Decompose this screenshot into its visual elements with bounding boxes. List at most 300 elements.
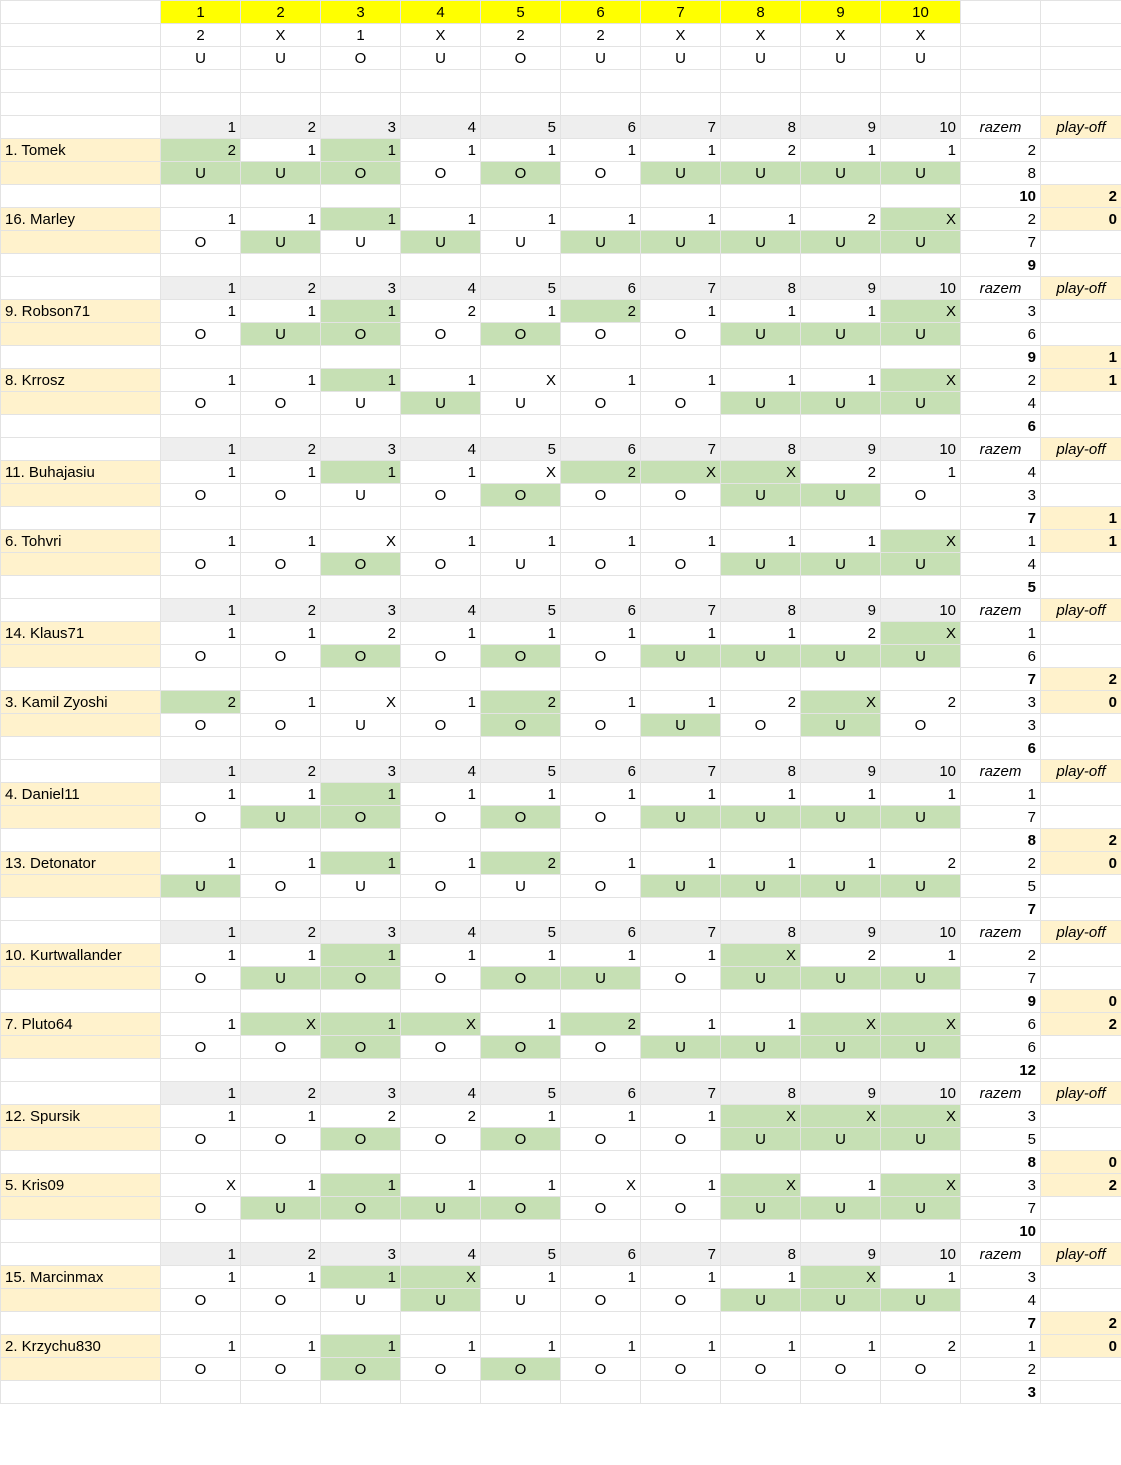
ou-pick-cell[interactable]: O xyxy=(561,484,641,507)
ou-pick-cell[interactable]: O xyxy=(561,1289,641,1312)
pick-cell[interactable]: 2 xyxy=(321,622,401,645)
ou-pick-cell[interactable]: O xyxy=(881,484,961,507)
pick-cell[interactable]: X xyxy=(721,944,801,967)
round-number-cell[interactable]: 10 xyxy=(881,1,961,24)
pick-cell[interactable]: 1 xyxy=(561,208,641,231)
pick-cell[interactable]: X xyxy=(801,691,881,714)
ou-pick-cell[interactable]: U xyxy=(721,553,801,576)
ou-pick-cell[interactable]: O xyxy=(321,806,401,829)
ou-pick-cell[interactable]: U xyxy=(721,1289,801,1312)
pick-cell[interactable]: X xyxy=(321,530,401,553)
ou-pick-cell[interactable]: O xyxy=(481,1197,561,1220)
ou-pick-cell[interactable]: U xyxy=(401,392,481,415)
ou-pick-cell[interactable]: O xyxy=(561,553,641,576)
pick-cell[interactable]: 1 xyxy=(641,208,721,231)
pick-cell[interactable]: 1 xyxy=(561,1266,641,1289)
round-number-cell[interactable]: 2 xyxy=(241,1,321,24)
ou-pick-cell[interactable]: U xyxy=(481,875,561,898)
ou-pick-cell[interactable]: U xyxy=(321,484,401,507)
player-name[interactable]: 6. Tohvri xyxy=(1,530,161,553)
pick-cell[interactable]: 1 xyxy=(481,139,561,162)
pick-cell[interactable]: X xyxy=(721,1174,801,1197)
pick-cell[interactable]: 2 xyxy=(561,1013,641,1036)
player-name[interactable]: 15. Marcinmax xyxy=(1,1266,161,1289)
ou-pick-cell[interactable]: O xyxy=(561,645,641,668)
ou-pick-cell[interactable]: U xyxy=(641,162,721,185)
pick-cell[interactable]: 2 xyxy=(801,208,881,231)
pick-cell[interactable]: 1 xyxy=(561,139,641,162)
ou-pick-cell[interactable]: O xyxy=(161,1289,241,1312)
pick-cell[interactable]: X xyxy=(881,1174,961,1197)
pick-cell[interactable]: 1 xyxy=(561,530,641,553)
pick-cell[interactable]: 1 xyxy=(401,622,481,645)
ou-pick-cell[interactable]: U xyxy=(321,1289,401,1312)
ou-pick-cell[interactable]: O xyxy=(881,714,961,737)
ou-pick-cell[interactable]: O xyxy=(401,484,481,507)
pick-cell[interactable]: 1 xyxy=(641,1335,721,1358)
pick-cell[interactable]: 1 xyxy=(481,1335,561,1358)
pick-cell[interactable]: X xyxy=(481,461,561,484)
ou-pick-cell[interactable]: O xyxy=(721,1358,801,1381)
pick-cell[interactable]: X xyxy=(641,461,721,484)
pick-cell[interactable]: 1 xyxy=(241,300,321,323)
pick-cell[interactable]: 1 xyxy=(161,1335,241,1358)
ou-pick-cell[interactable]: U xyxy=(801,967,881,990)
pick-cell[interactable]: 1 xyxy=(561,783,641,806)
pick-cell[interactable]: X xyxy=(241,1013,321,1036)
pick-cell[interactable]: 1 xyxy=(161,783,241,806)
ou-pick-cell[interactable]: U xyxy=(801,714,881,737)
pick-cell[interactable]: 1 xyxy=(641,1013,721,1036)
ou-pick-cell[interactable]: U xyxy=(801,162,881,185)
actual-ou-cell[interactable]: U xyxy=(721,47,801,70)
ou-pick-cell[interactable]: U xyxy=(721,231,801,254)
ou-pick-cell[interactable]: U xyxy=(881,553,961,576)
ou-pick-cell[interactable]: O xyxy=(641,323,721,346)
ou-pick-cell[interactable]: U xyxy=(881,162,961,185)
pick-cell[interactable]: 2 xyxy=(721,691,801,714)
pick-cell[interactable]: 1 xyxy=(481,783,561,806)
pick-cell[interactable]: 2 xyxy=(481,691,561,714)
actual-result-cell[interactable]: X xyxy=(641,24,721,47)
ou-pick-cell[interactable]: O xyxy=(161,231,241,254)
round-number-cell[interactable]: 6 xyxy=(561,1,641,24)
ou-pick-cell[interactable]: O xyxy=(641,967,721,990)
pick-cell[interactable]: 1 xyxy=(721,369,801,392)
ou-pick-cell[interactable]: O xyxy=(321,1358,401,1381)
pick-cell[interactable]: 1 xyxy=(721,783,801,806)
actual-result-cell[interactable]: 2 xyxy=(561,24,641,47)
player-name[interactable]: 13. Detonator xyxy=(1,852,161,875)
pick-cell[interactable]: 1 xyxy=(561,691,641,714)
pick-cell[interactable]: 1 xyxy=(401,139,481,162)
player-name[interactable]: 12. Spursik xyxy=(1,1105,161,1128)
pick-cell[interactable]: 1 xyxy=(721,530,801,553)
actual-result-cell[interactable]: X xyxy=(241,24,321,47)
ou-pick-cell[interactable]: O xyxy=(401,875,481,898)
actual-ou-cell[interactable]: U xyxy=(881,47,961,70)
pick-cell[interactable]: X xyxy=(481,369,561,392)
pick-cell[interactable]: 1 xyxy=(481,1105,561,1128)
pick-cell[interactable]: 1 xyxy=(321,1174,401,1197)
pick-cell[interactable]: 2 xyxy=(401,300,481,323)
pick-cell[interactable]: 2 xyxy=(721,139,801,162)
pick-cell[interactable]: 1 xyxy=(321,1013,401,1036)
ou-pick-cell[interactable]: O xyxy=(481,714,561,737)
pick-cell[interactable]: X xyxy=(721,461,801,484)
ou-pick-cell[interactable]: O xyxy=(161,714,241,737)
pick-cell[interactable]: 1 xyxy=(641,1105,721,1128)
pick-cell[interactable]: 1 xyxy=(881,461,961,484)
ou-pick-cell[interactable]: O xyxy=(641,392,721,415)
pick-cell[interactable]: 1 xyxy=(641,369,721,392)
actual-result-cell[interactable]: X xyxy=(401,24,481,47)
pick-cell[interactable]: 1 xyxy=(241,783,321,806)
pick-cell[interactable]: 1 xyxy=(481,1174,561,1197)
ou-pick-cell[interactable]: O xyxy=(241,1289,321,1312)
ou-pick-cell[interactable]: U xyxy=(801,1197,881,1220)
ou-pick-cell[interactable]: O xyxy=(401,1358,481,1381)
pick-cell[interactable]: 1 xyxy=(161,1013,241,1036)
ou-pick-cell[interactable]: O xyxy=(161,484,241,507)
pick-cell[interactable]: X xyxy=(881,1105,961,1128)
pick-cell[interactable]: 2 xyxy=(801,622,881,645)
pick-cell[interactable]: 1 xyxy=(641,944,721,967)
ou-pick-cell[interactable]: U xyxy=(481,231,561,254)
player-name[interactable]: 1. Tomek xyxy=(1,139,161,162)
round-number-cell[interactable]: 9 xyxy=(801,1,881,24)
pick-cell[interactable]: 1 xyxy=(321,300,401,323)
pick-cell[interactable]: 1 xyxy=(481,944,561,967)
pick-cell[interactable]: 1 xyxy=(241,369,321,392)
ou-pick-cell[interactable]: O xyxy=(161,967,241,990)
pick-cell[interactable]: 1 xyxy=(241,944,321,967)
pick-cell[interactable]: 1 xyxy=(321,369,401,392)
ou-pick-cell[interactable]: U xyxy=(481,553,561,576)
pick-cell[interactable]: 1 xyxy=(401,852,481,875)
pick-cell[interactable]: 1 xyxy=(241,852,321,875)
pick-cell[interactable]: 1 xyxy=(321,1266,401,1289)
ou-pick-cell[interactable]: O xyxy=(481,1036,561,1059)
pick-cell[interactable]: 1 xyxy=(641,139,721,162)
round-number-cell[interactable]: 5 xyxy=(481,1,561,24)
player-name[interactable]: 3. Kamil Zyoshi xyxy=(1,691,161,714)
pick-cell[interactable]: 1 xyxy=(401,530,481,553)
pick-cell[interactable]: 1 xyxy=(321,783,401,806)
ou-pick-cell[interactable]: O xyxy=(241,1358,321,1381)
ou-pick-cell[interactable]: O xyxy=(401,323,481,346)
pick-cell[interactable]: 1 xyxy=(321,208,401,231)
ou-pick-cell[interactable]: O xyxy=(481,1128,561,1151)
ou-pick-cell[interactable]: U xyxy=(801,553,881,576)
ou-pick-cell[interactable]: O xyxy=(561,1358,641,1381)
ou-pick-cell[interactable]: O xyxy=(801,1358,881,1381)
pick-cell[interactable]: X xyxy=(321,691,401,714)
pick-cell[interactable]: 1 xyxy=(161,944,241,967)
pick-cell[interactable]: 1 xyxy=(241,622,321,645)
ou-pick-cell[interactable]: U xyxy=(641,875,721,898)
actual-ou-cell[interactable]: O xyxy=(481,47,561,70)
ou-pick-cell[interactable]: U xyxy=(801,1128,881,1151)
ou-pick-cell[interactable]: O xyxy=(481,323,561,346)
pick-cell[interactable]: 1 xyxy=(401,208,481,231)
pick-cell[interactable]: 1 xyxy=(241,208,321,231)
pick-cell[interactable]: 1 xyxy=(481,530,561,553)
ou-pick-cell[interactable]: O xyxy=(321,1128,401,1151)
actual-ou-cell[interactable]: O xyxy=(321,47,401,70)
ou-pick-cell[interactable]: O xyxy=(401,967,481,990)
pick-cell[interactable]: X xyxy=(881,369,961,392)
actual-result-cell[interactable]: X xyxy=(801,24,881,47)
ou-pick-cell[interactable]: U xyxy=(721,806,801,829)
ou-pick-cell[interactable]: O xyxy=(321,1036,401,1059)
ou-pick-cell[interactable]: U xyxy=(721,967,801,990)
ou-pick-cell[interactable]: U xyxy=(881,967,961,990)
actual-ou-cell[interactable]: U xyxy=(641,47,721,70)
pick-cell[interactable]: 1 xyxy=(401,461,481,484)
ou-pick-cell[interactable]: U xyxy=(401,1289,481,1312)
ou-pick-cell[interactable]: O xyxy=(321,967,401,990)
pick-cell[interactable]: 1 xyxy=(881,1266,961,1289)
ou-pick-cell[interactable]: U xyxy=(481,1289,561,1312)
ou-pick-cell[interactable]: U xyxy=(241,231,321,254)
ou-pick-cell[interactable]: U xyxy=(321,875,401,898)
ou-pick-cell[interactable]: O xyxy=(481,645,561,668)
pick-cell[interactable]: 1 xyxy=(241,1174,321,1197)
pick-cell[interactable]: 1 xyxy=(881,783,961,806)
pick-cell[interactable]: 1 xyxy=(801,1335,881,1358)
player-name[interactable]: 4. Daniel11 xyxy=(1,783,161,806)
pick-cell[interactable]: X xyxy=(721,1105,801,1128)
ou-pick-cell[interactable]: O xyxy=(321,645,401,668)
pick-cell[interactable]: 1 xyxy=(881,944,961,967)
pick-cell[interactable]: X xyxy=(801,1266,881,1289)
pick-cell[interactable]: X xyxy=(881,530,961,553)
pick-cell[interactable]: 1 xyxy=(721,300,801,323)
pick-cell[interactable]: 1 xyxy=(161,622,241,645)
ou-pick-cell[interactable]: O xyxy=(561,1197,641,1220)
ou-pick-cell[interactable]: O xyxy=(161,1358,241,1381)
pick-cell[interactable]: 1 xyxy=(641,691,721,714)
pick-cell[interactable]: 1 xyxy=(321,1335,401,1358)
pick-cell[interactable]: 2 xyxy=(561,300,641,323)
ou-pick-cell[interactable]: U xyxy=(641,806,721,829)
pick-cell[interactable]: X xyxy=(161,1174,241,1197)
pick-cell[interactable]: 1 xyxy=(561,369,641,392)
actual-ou-cell[interactable]: U xyxy=(801,47,881,70)
ou-pick-cell[interactable]: U xyxy=(321,714,401,737)
ou-pick-cell[interactable]: U xyxy=(241,162,321,185)
ou-pick-cell[interactable]: O xyxy=(401,553,481,576)
pick-cell[interactable]: 2 xyxy=(481,852,561,875)
player-name[interactable]: 16. Marley xyxy=(1,208,161,231)
ou-pick-cell[interactable]: U xyxy=(801,392,881,415)
ou-pick-cell[interactable]: O xyxy=(481,484,561,507)
pick-cell[interactable]: 1 xyxy=(161,300,241,323)
actual-result-cell[interactable]: 2 xyxy=(481,24,561,47)
pick-cell[interactable]: 2 xyxy=(801,944,881,967)
pick-cell[interactable]: 1 xyxy=(641,530,721,553)
ou-pick-cell[interactable]: O xyxy=(241,1128,321,1151)
ou-pick-cell[interactable]: O xyxy=(161,553,241,576)
pick-cell[interactable]: 1 xyxy=(161,1266,241,1289)
ou-pick-cell[interactable]: O xyxy=(641,553,721,576)
ou-pick-cell[interactable]: U xyxy=(801,231,881,254)
pick-cell[interactable]: 1 xyxy=(801,300,881,323)
ou-pick-cell[interactable]: U xyxy=(721,1128,801,1151)
ou-pick-cell[interactable]: U xyxy=(801,323,881,346)
pick-cell[interactable]: 1 xyxy=(721,852,801,875)
player-name[interactable]: 7. Pluto64 xyxy=(1,1013,161,1036)
actual-result-cell[interactable]: 2 xyxy=(161,24,241,47)
pick-cell[interactable]: 2 xyxy=(321,1105,401,1128)
player-name[interactable]: 9. Robson71 xyxy=(1,300,161,323)
ou-pick-cell[interactable]: O xyxy=(641,484,721,507)
pick-cell[interactable]: X xyxy=(561,1174,641,1197)
round-number-cell[interactable]: 3 xyxy=(321,1,401,24)
ou-pick-cell[interactable]: O xyxy=(641,1128,721,1151)
round-number-cell[interactable]: 8 xyxy=(721,1,801,24)
ou-pick-cell[interactable]: O xyxy=(561,392,641,415)
ou-pick-cell[interactable]: U xyxy=(241,1197,321,1220)
ou-pick-cell[interactable]: U xyxy=(801,1289,881,1312)
ou-pick-cell[interactable]: O xyxy=(401,645,481,668)
ou-pick-cell[interactable]: U xyxy=(161,875,241,898)
ou-pick-cell[interactable]: U xyxy=(401,231,481,254)
ou-pick-cell[interactable]: O xyxy=(241,1036,321,1059)
player-name[interactable]: 8. Krrosz xyxy=(1,369,161,392)
ou-pick-cell[interactable]: U xyxy=(241,323,321,346)
ou-pick-cell[interactable]: O xyxy=(481,162,561,185)
ou-pick-cell[interactable]: U xyxy=(561,967,641,990)
pick-cell[interactable]: 1 xyxy=(481,1013,561,1036)
pick-cell[interactable]: 1 xyxy=(401,691,481,714)
ou-pick-cell[interactable]: U xyxy=(401,1197,481,1220)
pick-cell[interactable]: 1 xyxy=(401,944,481,967)
ou-pick-cell[interactable]: U xyxy=(881,1289,961,1312)
pick-cell[interactable]: 1 xyxy=(801,1174,881,1197)
ou-pick-cell[interactable]: O xyxy=(321,323,401,346)
ou-pick-cell[interactable]: O xyxy=(561,1036,641,1059)
pick-cell[interactable]: 1 xyxy=(161,530,241,553)
pick-cell[interactable]: 1 xyxy=(561,622,641,645)
ou-pick-cell[interactable]: O xyxy=(161,806,241,829)
ou-pick-cell[interactable]: U xyxy=(721,875,801,898)
ou-pick-cell[interactable]: O xyxy=(161,392,241,415)
ou-pick-cell[interactable]: U xyxy=(881,875,961,898)
actual-ou-cell[interactable]: U xyxy=(161,47,241,70)
ou-pick-cell[interactable]: O xyxy=(241,875,321,898)
ou-pick-cell[interactable]: U xyxy=(641,231,721,254)
pick-cell[interactable]: 1 xyxy=(561,852,641,875)
pick-cell[interactable]: 1 xyxy=(401,783,481,806)
pick-cell[interactable]: 1 xyxy=(161,1105,241,1128)
actual-result-cell[interactable]: X xyxy=(881,24,961,47)
ou-pick-cell[interactable]: U xyxy=(241,967,321,990)
pick-cell[interactable]: 1 xyxy=(241,530,321,553)
ou-pick-cell[interactable]: O xyxy=(401,806,481,829)
ou-pick-cell[interactable]: O xyxy=(401,162,481,185)
pick-cell[interactable]: 1 xyxy=(721,1266,801,1289)
ou-pick-cell[interactable]: O xyxy=(161,1036,241,1059)
pick-cell[interactable]: 2 xyxy=(801,461,881,484)
ou-pick-cell[interactable]: U xyxy=(721,1197,801,1220)
ou-pick-cell[interactable]: O xyxy=(481,806,561,829)
actual-ou-cell[interactable]: U xyxy=(241,47,321,70)
pick-cell[interactable]: 1 xyxy=(801,139,881,162)
pick-cell[interactable]: X xyxy=(801,1013,881,1036)
pick-cell[interactable]: 1 xyxy=(481,622,561,645)
ou-pick-cell[interactable]: O xyxy=(561,162,641,185)
actual-ou-cell[interactable]: U xyxy=(561,47,641,70)
ou-pick-cell[interactable]: U xyxy=(801,1036,881,1059)
pick-cell[interactable]: 2 xyxy=(401,1105,481,1128)
pick-cell[interactable]: 1 xyxy=(241,691,321,714)
pick-cell[interactable]: X xyxy=(801,1105,881,1128)
ou-pick-cell[interactable]: O xyxy=(401,1036,481,1059)
pick-cell[interactable]: 1 xyxy=(561,1335,641,1358)
ou-pick-cell[interactable]: U xyxy=(881,392,961,415)
ou-pick-cell[interactable]: O xyxy=(641,1197,721,1220)
player-name[interactable]: 5. Kris09 xyxy=(1,1174,161,1197)
ou-pick-cell[interactable]: O xyxy=(641,1289,721,1312)
ou-pick-cell[interactable]: U xyxy=(801,645,881,668)
ou-pick-cell[interactable]: O xyxy=(481,1358,561,1381)
pick-cell[interactable]: 1 xyxy=(641,783,721,806)
ou-pick-cell[interactable]: U xyxy=(721,392,801,415)
ou-pick-cell[interactable]: O xyxy=(641,1358,721,1381)
player-name[interactable]: 14. Klaus71 xyxy=(1,622,161,645)
ou-pick-cell[interactable]: O xyxy=(241,645,321,668)
round-number-cell[interactable]: 1 xyxy=(161,1,241,24)
pick-cell[interactable]: 1 xyxy=(321,852,401,875)
pick-cell[interactable]: 2 xyxy=(881,691,961,714)
ou-pick-cell[interactable]: U xyxy=(241,806,321,829)
ou-pick-cell[interactable]: O xyxy=(161,323,241,346)
pick-cell[interactable]: 1 xyxy=(641,622,721,645)
ou-pick-cell[interactable]: U xyxy=(721,323,801,346)
pick-cell[interactable]: 1 xyxy=(321,461,401,484)
pick-cell[interactable]: 1 xyxy=(481,1266,561,1289)
ou-pick-cell[interactable]: O xyxy=(161,1128,241,1151)
ou-pick-cell[interactable]: O xyxy=(561,323,641,346)
ou-pick-cell[interactable]: O xyxy=(321,553,401,576)
pick-cell[interactable]: 1 xyxy=(561,1105,641,1128)
ou-pick-cell[interactable]: U xyxy=(721,645,801,668)
ou-pick-cell[interactable]: U xyxy=(481,392,561,415)
pick-cell[interactable]: 1 xyxy=(241,1335,321,1358)
pick-cell[interactable]: 1 xyxy=(801,530,881,553)
pick-cell[interactable]: 1 xyxy=(401,369,481,392)
pick-cell[interactable]: 1 xyxy=(721,1013,801,1036)
pick-cell[interactable]: 1 xyxy=(641,1266,721,1289)
round-number-cell[interactable]: 7 xyxy=(641,1,721,24)
ou-pick-cell[interactable]: O xyxy=(401,714,481,737)
ou-pick-cell[interactable]: U xyxy=(721,484,801,507)
player-name[interactable]: 11. Buhajasiu xyxy=(1,461,161,484)
pick-cell[interactable]: X xyxy=(881,1013,961,1036)
ou-pick-cell[interactable]: O xyxy=(241,484,321,507)
pick-cell[interactable]: 1 xyxy=(481,300,561,323)
pick-cell[interactable]: 1 xyxy=(641,300,721,323)
ou-pick-cell[interactable]: U xyxy=(321,392,401,415)
ou-pick-cell[interactable]: O xyxy=(481,967,561,990)
pick-cell[interactable]: 1 xyxy=(161,852,241,875)
pick-cell[interactable]: 1 xyxy=(721,1335,801,1358)
ou-pick-cell[interactable]: O xyxy=(321,162,401,185)
ou-pick-cell[interactable]: O xyxy=(561,1128,641,1151)
ou-pick-cell[interactable]: O xyxy=(241,714,321,737)
